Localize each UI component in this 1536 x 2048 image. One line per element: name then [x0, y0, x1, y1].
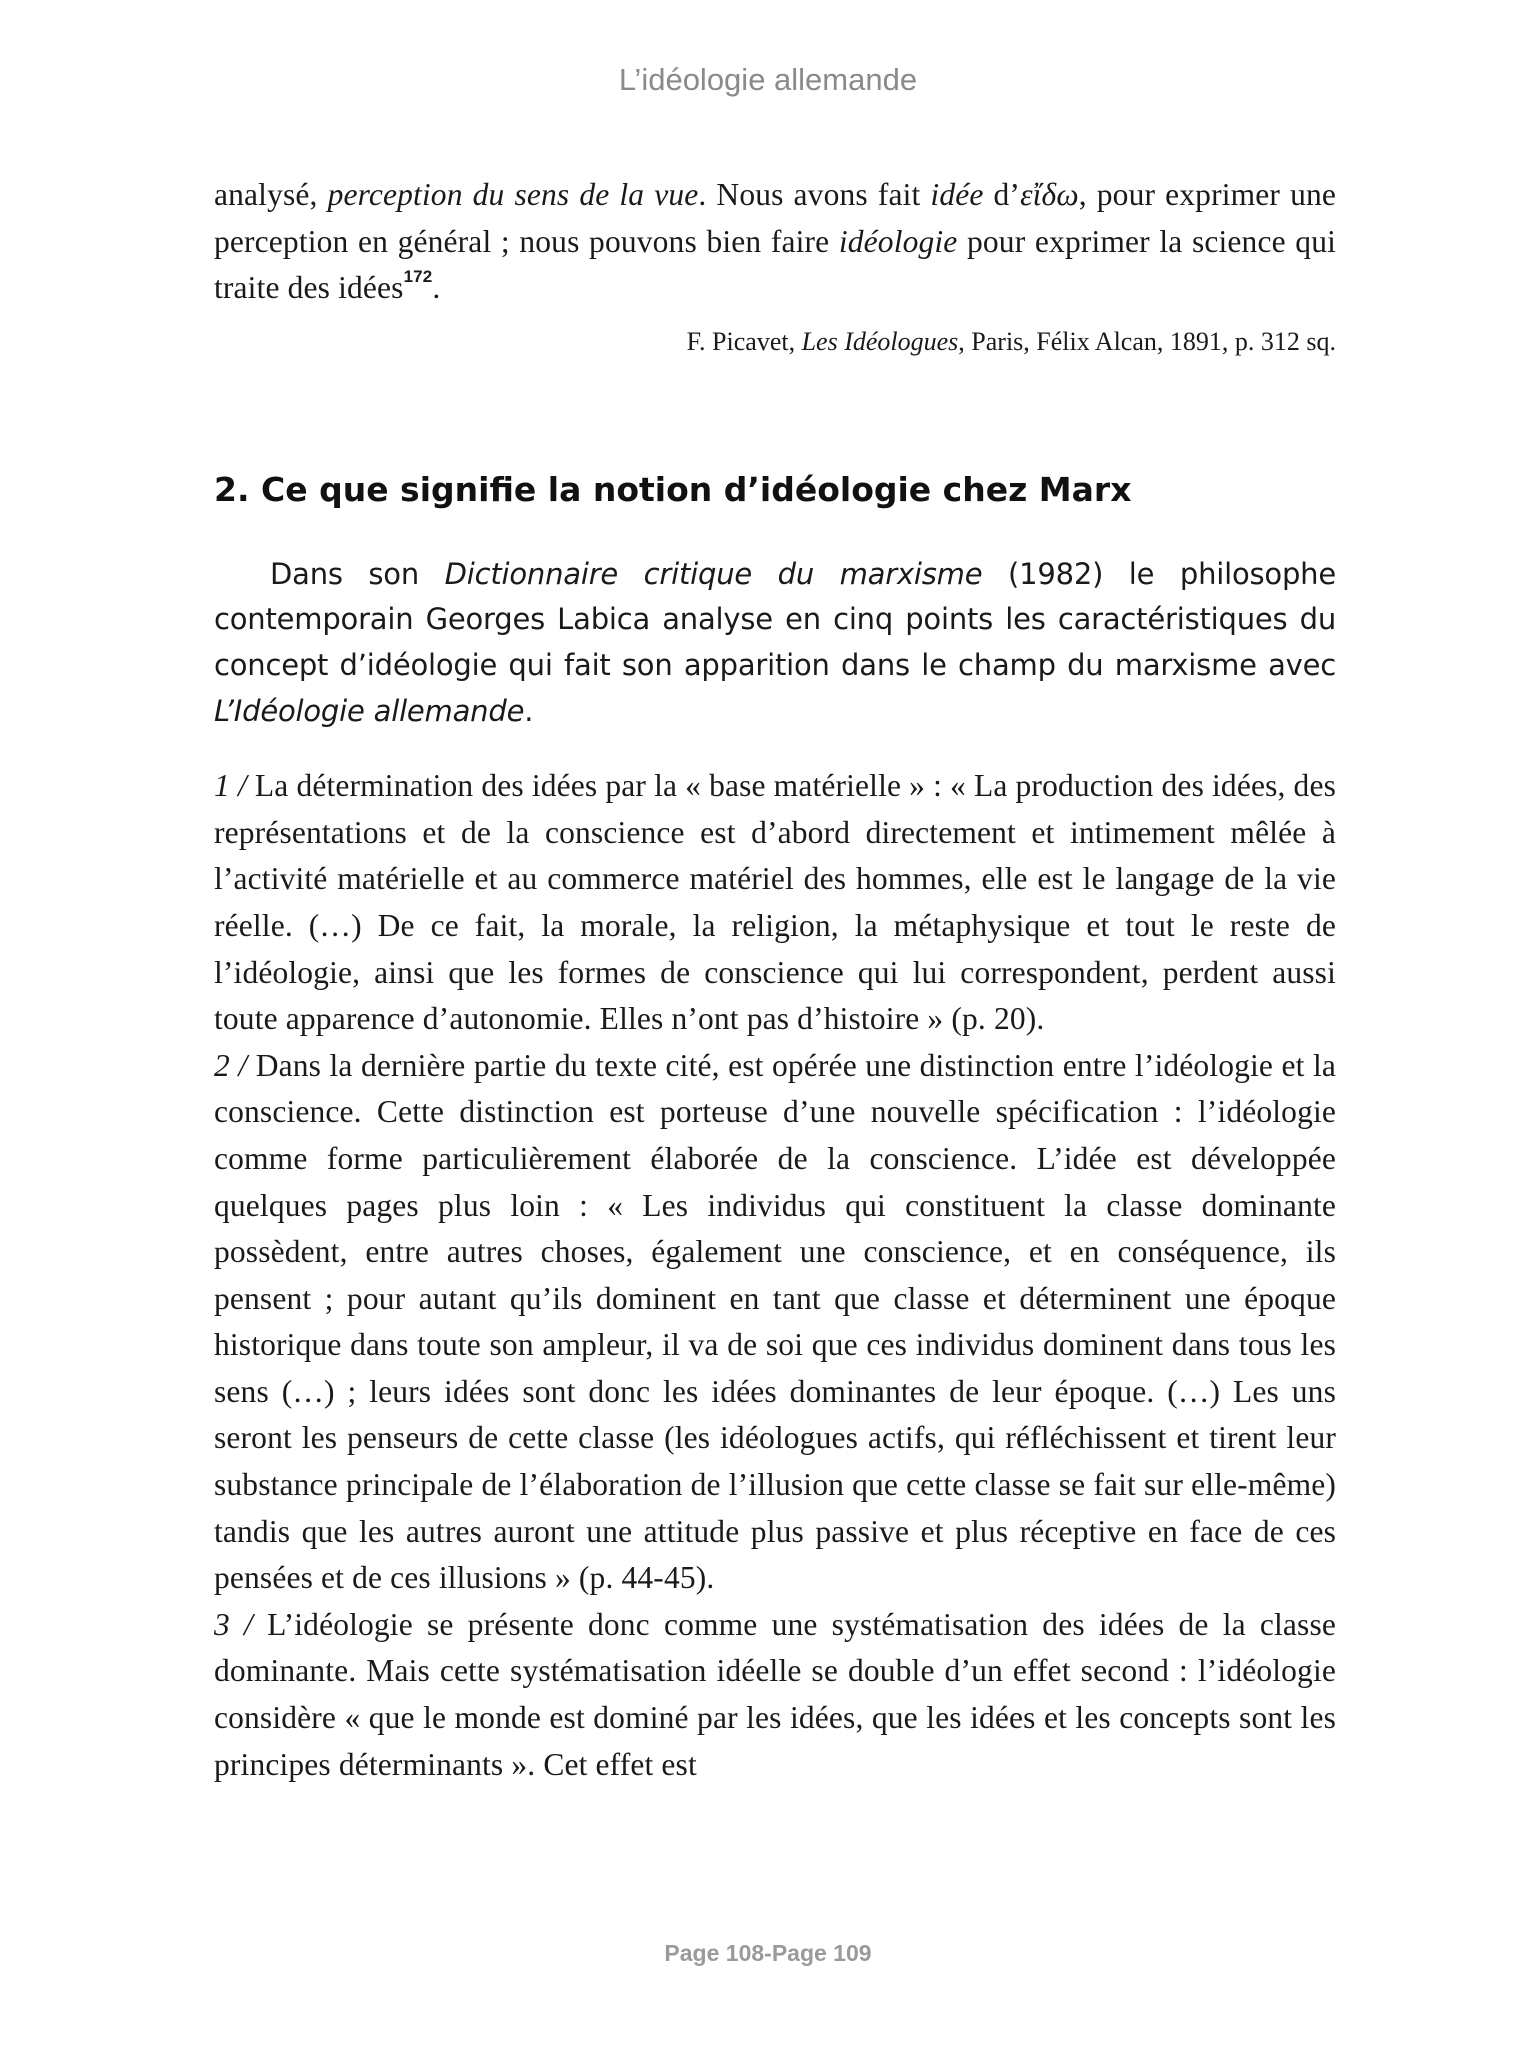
intro-italic-text: Dictionnaire critique du marxisme	[444, 556, 983, 591]
point-1	[214, 763, 1336, 1043]
point-number: 3 /	[214, 1606, 253, 1642]
point-number: 1 /	[214, 768, 247, 804]
point-2	[214, 1043, 1336, 1602]
quote-text: , pour exprimer une perception en général ; nous pouvons bien faire	[214, 177, 1336, 259]
intro-text: (1982) le philosophe contemporain Georges Labica analyse en cinq points les caractéristiques du concept d’idéologie qui fait son apparition dans le champ du marxisme avec	[214, 556, 1336, 682]
quote-text: pour exprimer la science qui traite des idées	[214, 223, 1336, 306]
citation-details: , Paris, Félix Alcan, 1891, p. 312 sq.	[958, 326, 1336, 356]
intro-paragraph	[214, 552, 1336, 734]
citation-author: F. Picavet,	[686, 326, 802, 356]
point-3	[214, 1602, 1336, 1788]
point-text: Dans la dernière partie du texte cité, est opérée une distinction entre l’idéologie et la conscience. Cette distinction est porteuse d’une nouvelle spécification : l’idéologie comme forme particulièrement élaborée de la conscience. L’idée est développée quelques pages plus loin : « Les individus qui constituent la classe dominante possèdent, entre autres choses, également une conscience, et en conséquence, ils pensent ; pour autant qu’ils dominent en tant que classe et déterminent une époque historique dans toute son ampleur, il va de soi que ces individus dominent dans tous les sens (…) ; leurs idées sont donc les idées dominantes de leur époque. (…) Les uns seront les penseurs de cette classe (les idéologues actifs, qui réfléchissent et tirent leur substance principale de l’élaboration de l’illusion que cette classe se fait sur elle-même) tandis que les autres auront une attitude plus passive et plus réceptive en face de ces pensées et de ces illusions » (p. 44-45).	[214, 1047, 1336, 1596]
intro-text: .	[524, 693, 534, 728]
quote-text: d’	[983, 177, 1021, 212]
point-text: L’idéologie se présente donc comme une systématisation des idées de la classe dominante. Mais cette systématisation idéelle se double d’un effet second : l’idéologie considère « que le monde est dominé par les idées, que les idées et les concepts sont les principes déterminants ». Cet effet est	[214, 1606, 1336, 1782]
citation-title: Les Idéologues	[801, 326, 959, 356]
quote-italic-text: idée	[930, 177, 984, 212]
quote-text: analysé,	[214, 177, 328, 212]
page-number: Page 108-Page 109	[664, 1940, 872, 1966]
citation	[214, 324, 1336, 360]
quote-text: . Nous avons fait	[698, 177, 931, 212]
section-heading: 2. Ce que signifie la notion d’idéologie chez Marx	[214, 469, 1132, 509]
point-number: 2 /	[214, 1047, 248, 1083]
quote-italic-text: idéologie	[838, 223, 958, 259]
intro-italic-text: L’Idéologie allemande	[214, 693, 525, 728]
quote-text: .	[432, 270, 441, 306]
point-text: La détermination des idées par la « base matérielle » : « La production des idées, des représentations et de la conscience est d’abord directement et intimement mêlée à l’activité matérielle et au commerce matériel des hommes, elle est le langage de la vie réelle. (…) De ce fait, la morale, la religion, la métaphysique et tout le reste de l’idéologie, ainsi que les formes de conscience qui lui correspondent, perdent aussi toute apparence d’autonomie. Elles n’ont pas d’histoire » (p. 20).	[214, 768, 1336, 1037]
intro-text: Dans son	[270, 556, 445, 591]
greek-word: εἴδω	[1020, 177, 1079, 212]
quote-italic-text: perception du sens de la vue	[327, 177, 699, 212]
footnote-reference[interactable]: 172	[403, 267, 433, 287]
running-header: L’idéologie allemande	[618, 62, 918, 97]
quote-paragraph	[214, 172, 1336, 312]
page-content	[214, 172, 1336, 1788]
